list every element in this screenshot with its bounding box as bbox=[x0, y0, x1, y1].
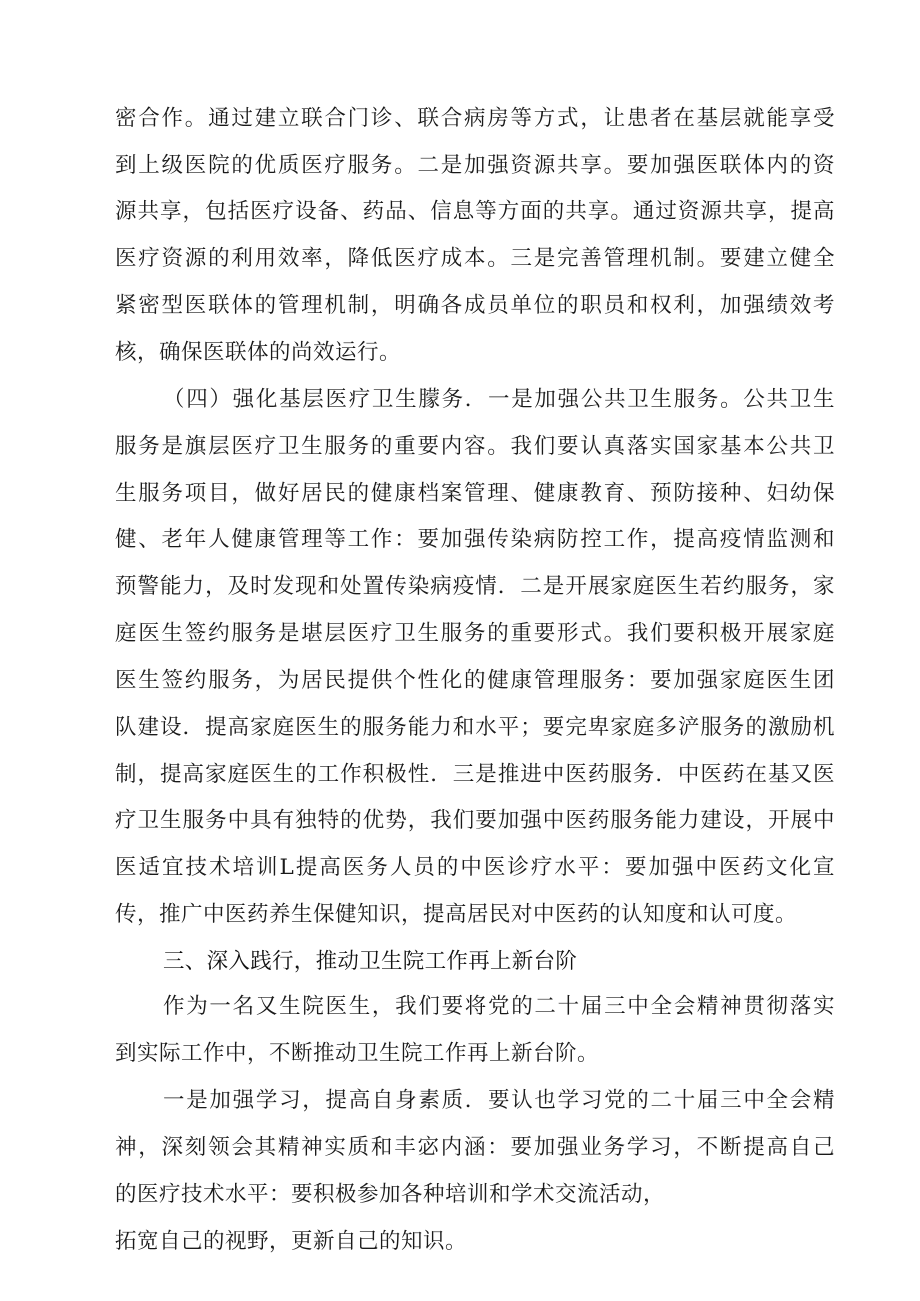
paragraph-line: 服务是旗层医疗卫生服务的重要内容。我们要认真落实国家基本公共卫 bbox=[115, 434, 835, 459]
paragraph-line: 核，确保医联体的尚效运行。 bbox=[115, 340, 402, 365]
paragraph-line: 庭医生签约服务是堪层医疗卫生服务的重要形式。我们要积极开展家庭 bbox=[115, 621, 835, 646]
paragraph-line: 疗卫生服务中具有独特的优势，我们要加强中医药服务能力建设，开展中 bbox=[115, 808, 835, 833]
paragraph-line: 传，推广中医药养生保健知识，提高居民对中医药的认知度和认可度。 bbox=[115, 902, 798, 927]
section-heading: 三、深入践行，推动卫生院工作再上新台阶 bbox=[163, 949, 578, 974]
paragraph-line: 健、老年人健康管理等工作：要加强传染病防控工作，提高疫情监测和 bbox=[115, 527, 835, 552]
paragraph-line: 到实际工作中，不断推动卫生院工作再上新台阶。 bbox=[115, 1041, 600, 1066]
paragraph-line: 医疗资源的利用效率，降低医疗成本。三是完善管理机制。要建立健全 bbox=[115, 246, 835, 271]
paragraph-line: （四）强化基层医疗卫生朦务．一是加强公共卫生服务。公共卫生 bbox=[163, 387, 835, 412]
paragraph-line: 的医疗技术水平：要积极参加各种培训和学术交流活动， bbox=[115, 1182, 666, 1207]
paragraph-line: 队建设．提高家庭医生的服务能力和水平；要完卑家庭多浐服务的激励机 bbox=[115, 715, 835, 740]
paragraph-line: 医生签约服务，为居民提供个性化的健康管理服务：要加强家庭医生团 bbox=[115, 668, 835, 693]
paragraph-line: 生服务项目，做好居民的健康档案管理、健康教育、预防接种、妇幼保 bbox=[115, 481, 835, 506]
paragraph-line: 紧密型医联体的管理机制，明确各成员单位的职员和权利，加强绩效考 bbox=[115, 293, 835, 318]
paragraph-line: 预警能力，及时发现和处置传染病疫情．二是开展家庭医生若约服务，家 bbox=[115, 574, 835, 599]
paragraph-line: 密合作。通过建立联合门诊、联合病房等方式，让患者在基层就能享受 bbox=[115, 106, 835, 131]
paragraph-line: 源共享，包括医疗设备、药品、信息等方面的共享。通过资源共享，提高 bbox=[115, 199, 835, 224]
paragraph-line: 作为一名又生院医生，我们要将党的二十届三中全会精神贯彻落实 bbox=[163, 994, 835, 1019]
paragraph-line: 医适宜技术培训L提高医务人员的中医诊疗水平：要加强中医药文化宣 bbox=[115, 855, 835, 880]
paragraph-line: 拓宽自己的视野，更新自己的知识。 bbox=[115, 1229, 468, 1254]
paragraph-line: 神，深刻领会其精神实质和丰宓内涵：要加强业务学习，不断提高自己 bbox=[115, 1135, 835, 1160]
paragraph-line: 到上级医院的优质医疗服务。二是加强资源共享。要加强医联体内的资 bbox=[115, 153, 835, 178]
paragraph-line: 一是加强学习，提高自身素质．要认也学习党的二十届三中全会精 bbox=[163, 1088, 835, 1113]
paragraph-line: 制，提高家庭医生的工作积极性．三是推进中医药服务．中医药在基又医 bbox=[115, 762, 835, 787]
